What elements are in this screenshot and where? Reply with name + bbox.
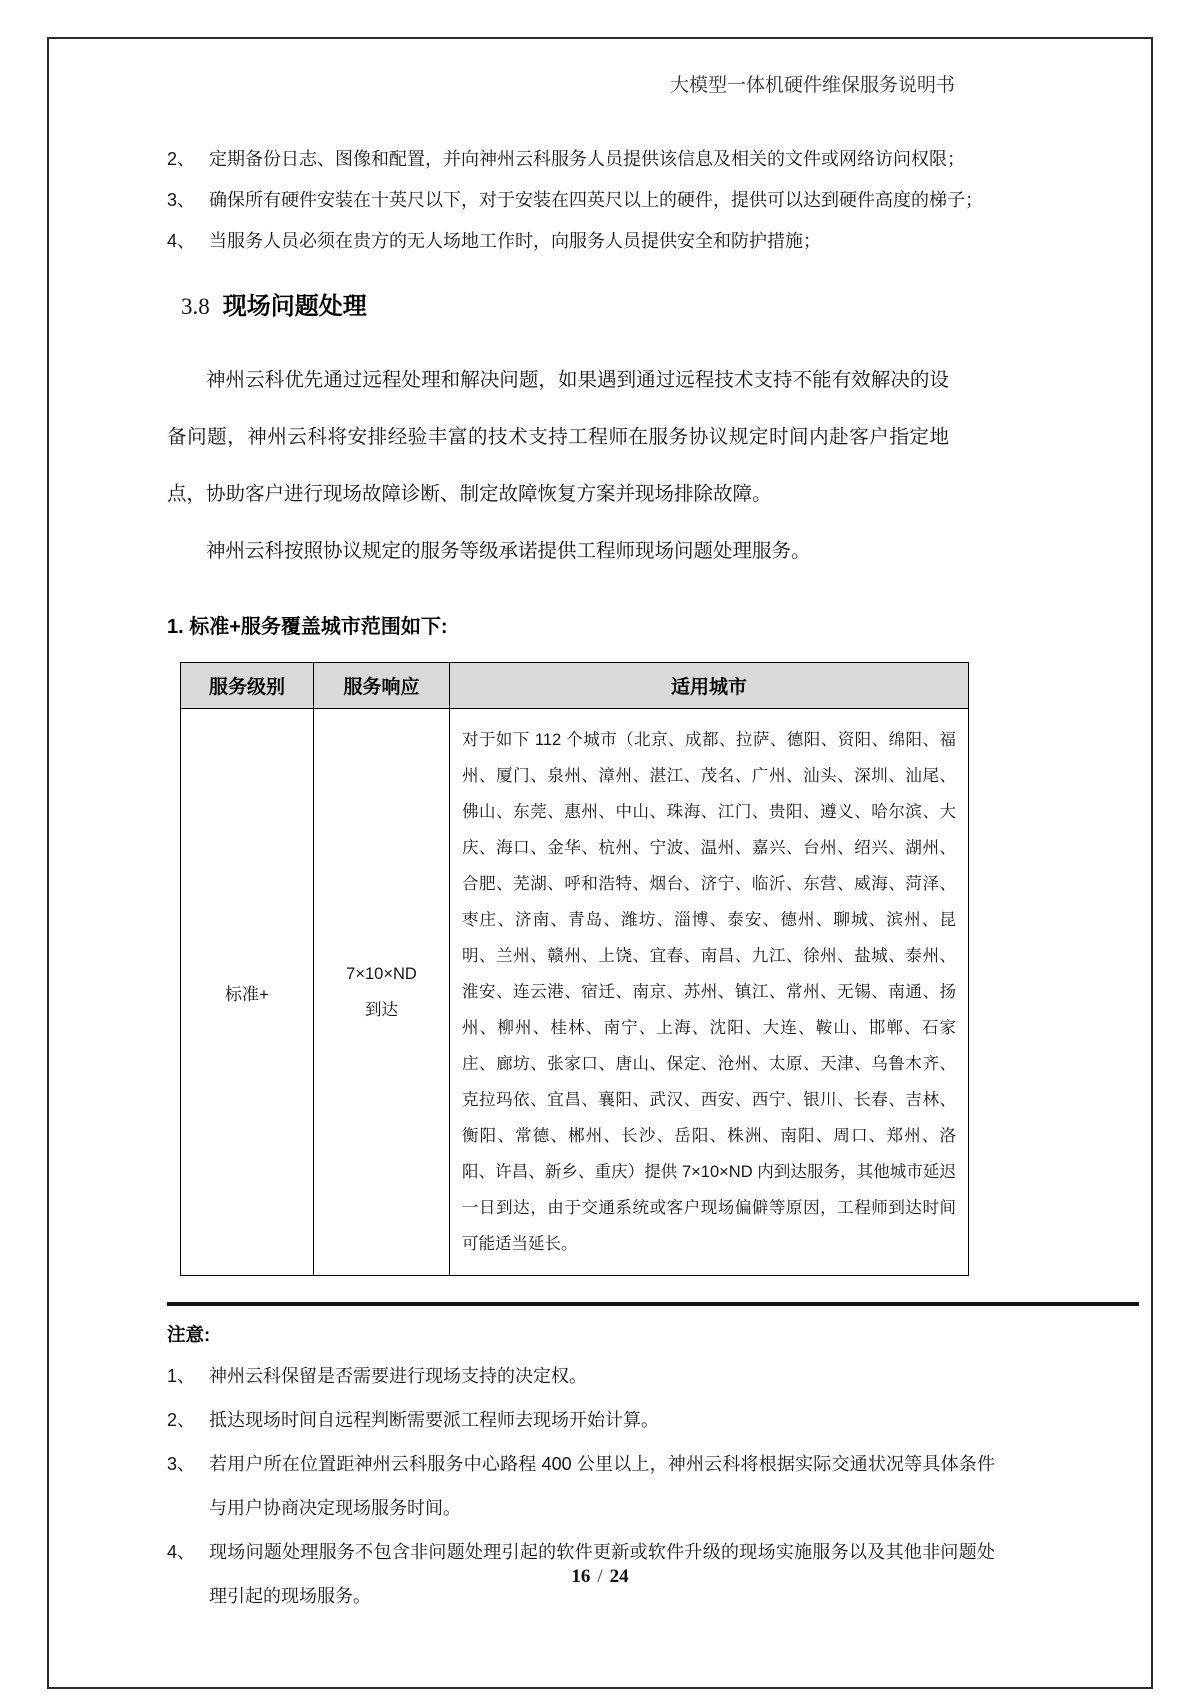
service-coverage-table xyxy=(180,662,969,1276)
paragraph: 神州云科按照协议规定的服务等级承诺提供工程师现场问题处理服务。 xyxy=(206,540,811,562)
note-number: 1、 xyxy=(167,1366,196,1386)
col-header-applicable-cities: 适用城市 xyxy=(450,663,969,709)
table-header-row xyxy=(181,663,969,709)
service-response-line2: 到达 xyxy=(365,1001,398,1019)
paragraph: 神州云科优先通过远程处理和解决问题，如果遇到通过远程技术支持不能有效解决的设备问题，神州云科将安排经验丰富的技术支持工程师在服务协议规定时间内赴客户指定地点，协助客户进行现场故障诊断、制定故障恢复方案并现场排除故障。 xyxy=(167,369,949,505)
note-text: 现场问题处理服务不包含非问题处理引起的软件更新或软件升级的现场实施服务以及其他非问题处理引起的现场服务。 xyxy=(209,1542,995,1606)
note-item xyxy=(167,1442,1151,1530)
service-response-line1: 7×10×ND xyxy=(346,965,417,983)
running-header xyxy=(49,73,955,99)
list-item-text: 定期备份日志、图像和配置，并向神州云科服务人员提供该信息及相关的文件或网络访问权限； xyxy=(209,149,965,169)
total-page-number: 24 xyxy=(609,1566,629,1587)
notes-label: 注意: xyxy=(167,1324,211,1345)
numbered-list xyxy=(167,139,1151,262)
page-border-frame xyxy=(47,37,1153,1689)
list-item xyxy=(167,221,1151,262)
list-item xyxy=(167,180,1151,221)
note-text: 神州云科保留是否需要进行现场支持的决定权。 xyxy=(209,1366,587,1386)
section-number: 3.8 xyxy=(181,294,210,319)
current-page-number: 16 xyxy=(571,1566,591,1587)
table-row xyxy=(181,709,969,1276)
list-item-number: 4、 xyxy=(167,231,196,251)
horizontal-rule xyxy=(167,1302,1139,1306)
table-intro-heading: 1. 标准+服务覆盖城市范围如下: xyxy=(167,616,448,638)
note-number: 3、 xyxy=(167,1454,196,1474)
cell-service-response xyxy=(314,709,450,1276)
cell-applicable-cities: 对于如下 112 个城市（北京、成都、拉萨、德阳、资阳、绵阳、福州、厦门、泉州、漳州、湛江、茂名、广州、汕头、深圳、汕尾、佛山、东莞、惠州、中山、珠海、江门、贵阳、遵义、哈尔滨、大庆、海口、金华、杭州、宁波、温州、嘉兴、台州、绍兴、湖州、合肥、芜湖、呼和浩特、烟台、济宁、临沂、东营、威海、菏泽、枣庄、济南、青岛、潍坊、淄博、泰安、德州、聊城、滨州、昆明、兰州、赣州、上饶、宜春、南昌、九江、徐州、盐城、泰州、淮安、连云港、宿迁、南京、苏州、镇江、常州、无锡、南通、扬州、柳州、桂林、南宁、上海、沈阳、大连、鞍山、邯郸、石家庄、廊坊、张家口、唐山、保定、沧州、太原、天津、乌鲁木齐、克拉玛依、宜昌、襄阳、武汉、西安、西宁、银川、长春、吉林、衡阳、常德、郴州、长沙、岳阳、株洲、南阳、周口、郑州、洛阳、许昌、新乡、重庆）提供 7×10×ND 内到达服务，其他城市延迟一日到达，由于交通系统或客户现场偏僻等原因，工程师到达时间可能适当延长。 xyxy=(450,709,969,1276)
section-title: 现场问题处理 xyxy=(222,293,367,320)
list-item-number: 2、 xyxy=(167,149,196,169)
list-item xyxy=(167,139,1151,180)
col-header-service-response: 服务响应 xyxy=(314,663,450,709)
document-title: 大模型一体机硬件维保服务说明书 xyxy=(669,75,955,96)
body-paragraphs xyxy=(167,352,949,580)
note-item xyxy=(167,1354,1151,1398)
note-number: 2、 xyxy=(167,1410,196,1430)
note-text: 若用户所在位置距神州云科服务中心路程 400 公里以上，神州云科将根据实际交通状况等具体条件与用户协商决定现场服务时间。 xyxy=(209,1454,995,1518)
list-item-text: 确保所有硬件安装在十英尺以下，对于安装在四英尺以上的硬件，提供可以达到硬件高度的梯子； xyxy=(209,190,983,210)
col-header-service-level: 服务级别 xyxy=(181,663,314,709)
note-text: 抵达现场时间自远程判断需要派工程师去现场开始计算。 xyxy=(209,1410,659,1430)
note-item xyxy=(167,1398,1151,1442)
cell-service-level: 标准+ xyxy=(181,709,314,1276)
page-footer xyxy=(0,1566,1200,1588)
section-heading xyxy=(181,286,1151,320)
note-number: 4、 xyxy=(167,1542,196,1562)
page-separator: / xyxy=(597,1566,603,1587)
list-item-text: 当服务人员必须在贵方的无人场地工作时，向服务人员提供安全和防护措施； xyxy=(209,231,821,251)
list-item-number: 3、 xyxy=(167,190,196,210)
